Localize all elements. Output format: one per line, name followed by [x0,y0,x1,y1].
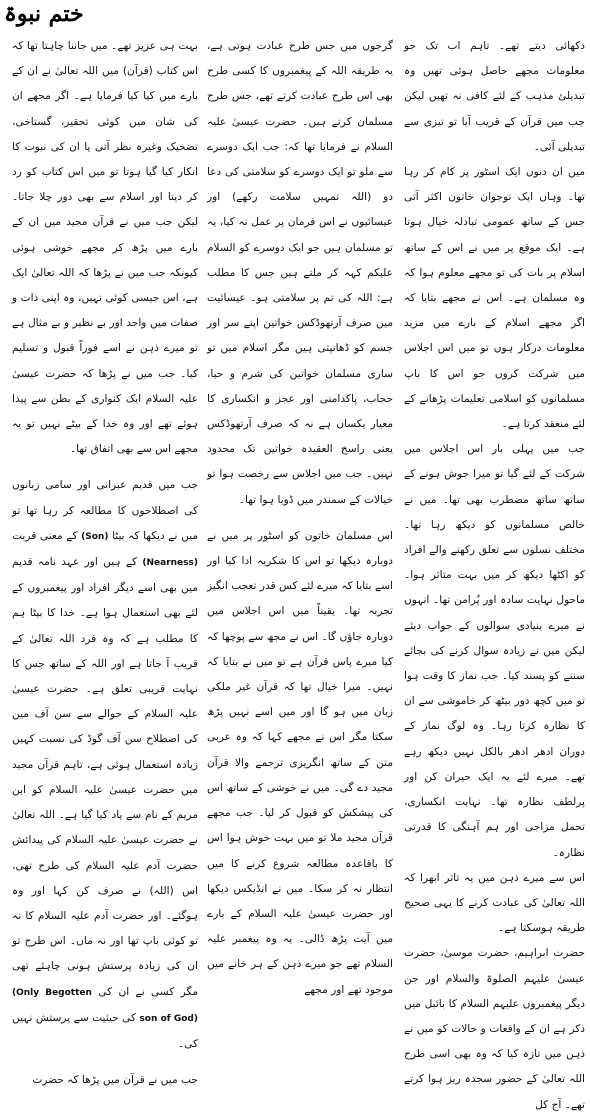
paragraph: گرجوں میں جس طرح عبادت ہوتی ہے، یہ طریقہ اللہ کے پیغمبروں کا کسی طرح بھی اس طرح عبادت کرتے تھے، جس طرح مسلمان کرتے ہیں۔ حضرت عیسیٰ علیہ السلام نے فرمایا تھا کہ: جب ایک دوسرے سے ملو تو ایک دوسرے کو سلامتی کی دعا دو (اللہ تمہیں سلامت رکھے) اور عیسائیوں نے اس فرمان پر عمل نہ کیا، یہ تو مسلمان ہیں جو ایک دوسرے کو السلام علیکم کہہ کر ملتے ہیں جس کا مطلب ہے: اللہ کی تم پر سلامتی ہو۔ عیسائیت میں صرف آرتھوڈکس خواتین اپنے سر اور جسم کو ڈھانپتی ہیں مگر اسلام میں تو ساری مسلمان خواتین کی شرم و حیا، حجاب، پاکدامنی اور عجز و انکساری کا معیار یکساں ہے نہ کہ صرف آرتھوڈکس یعنی راسخ العقیدہ خواتین تک محدود نہیں۔ جب میں اجلاس سے رخصت ہوا تو خیالات کے سمندر میں ڈوبا ہوا تھا۔ [207,40,393,506]
paragraph: اس مسلمان خاتون کو اسٹور پر میں نے دوبارہ دیکھا تو اس کا شکریہ ادا کیا اور اسے بتایا کہ میرے لئے کس قدر تعجب انگیز تجربہ تھا۔ یقیناً میں اس اجلاس میں دوبارہ جاؤں گا۔ اس نے مجھ سے پوچھا کہ کیا میرے پاس قرآن ہے تو میں نے بتایا کہ نہیں۔ میرا خیال تھا کہ قرآن غیر ملکی زبان میں ہو گا اور میں اسے نہیں پڑھ سکتا مگر اس نے مجھے کہا کہ وہ عربی متن کے ساتھ انگریزی ترجمے والا قرآن مجید دے گی۔ میں نے خوشی کے ساتھ اس کی پیشکش کو قبول کر لیا۔ جب مجھے قرآن مجید ملا تو میں بہت خوش ہوا اس کا باقاعدہ مطالعہ شروع کرنے کا میں انتظار نہ کر سکا۔ میں نے انڈیکس دیکھا اور حضرت عیسیٰ علیہ السلام کے بارے میں آیت پڑھ ڈالی۔ یہ وہ پیغمبر علیہ السلام تھے جو میرے ذہن کے ہر خانے میں موجود تھے اور مجھے [207,529,393,996]
paragraph [12,473,198,1057]
paragraph: جب میں پہلی بار اس اجلاس میں شرکت کے لئے گیا تو میرا جوش ہونے کے ساتھ ساتھ مضطرب بھی تھا۔ میں نے خالص مسلمانوں کو دیکھ رہا تھا۔ مختلف نسلوں سے تعلق رکھنے والے افراد کو اکٹھا دیکھ کر میں بہت متاثر ہوا۔ ماحول نہایت سادہ اور پُرامن تھا۔ انہوں نے میرے بنیادی سوالوں کے جواب دیئے لیکن میں نے زیادہ سوال کرنے کی بجائے سننے کو پسند کیا۔ جب نماز کا وقت ہوا تو میں کچھ دور بیٹھ کر خاموشی سے ان کا نظارہ کرتا رہا۔ وہ لوگ نماز کے دوران ادھر ادھر بالکل نہیں دیکھ رہے تھے۔ میرے لئے یہ ایک حیران کن اور پرلطف نظارہ تھا۔ نہایت انکساری، تحمل مزاجی اور ہم آہنگی کا قدرتی نظارہ۔ [404,443,585,859]
paragraph: حضرت ابراہیم، حضرت موسیٰ، حضرت عیسیٰ علیہم الصلوۃ والسلام اور جن دیگر پیغمبروں علیہم السلام کا بائبل میں ذکر ہے ان کے واقعات و حالات کو میں نے ذہن میں تازہ کیا کہ وہ بھی اسی طرح اللہ تعالیٰ کے حضور سجدہ ریز ہوا کرتے تھے۔ آج کل [404,947,585,1111]
paragraph: اس سے میرے ذہن میں یہ تاثر ابھرا کہ اللہ تعالیٰ کی عبادت کرنے کا یہی صحیح طریقہ ہوسکتا ہے۔ [404,871,585,935]
paragraph-fragment: کے ہیں اور عہد نامہ قدیم میں بھی اسے دیگر افراد اور پیغمبروں کے لئے بھی استعمال ہوا ہے۔ خدا کا بیٹا ہم کا مطلب ہے کہ وہ فرد اللہ تعالیٰ کے قریب آ جاتا ہے اور اللہ کے ساتھ جس کا نہایت قریبی تعلق ہے۔ حضرت عیسیٰ علیہ السلام کے حوالے سے سن آف مین کی اصطلاح سن آف گوڈ کی نسبت کہیں زیادہ استعمال ہوئی ہے، تاہم قرآن مجید میں حضرت عیسیٰ علیہ السلام کو ابن مریم کے نام سے یاد کیا گیا ہے۔ اللہ تعالیٰ نے حضرت عیسیٰ علیہ السلام کی پیدائش حضرت آدم علیہ السلام کی طرح تھی، اس (اللہ) نے صرف کن کہا اور وہ ہوگئے۔ اور حضرت آدم علیہ السلام کا نہ تو کوئی باپ تھا اور نہ ماں۔ اس طرح تو ان کی زیادہ پرستش ہونی چاہئے تھی مگر کسی نے ان کی [12,556,198,998]
masthead-title: ختم نبوۃ [4,1,84,27]
paragraph-fragment: جب میں قدیم عبرانی اور سامی زبانوں کی اصطلاحوں کا مطالعہ کر رہا تھا تو میں نے دیکھا کہ بیٹا [12,479,199,542]
paragraph: بہت ہی عزیز تھے۔ میں جاننا چاہتا تھا کہ اس کتاب (قرآن) میں اللہ تعالیٰ نے ان کے بارے میں کیا کیا فرمایا ہے۔ اگر مجھے ان کی شان میں کوئی تحقیر، گستاخی، تضحیک وغیرہ نظر آتی یا ان کی نبوت کا انکار کیا گیا ہوتا تو میں اس کتاب کو رد کر دیتا اور اسلام سے بھی دور چلا جاتا۔ لیکن جب میں نے قرآن مجید میں ان کے بارے میں پڑھ کر مجھے خوشی ہوئی کیونکہ جب میں نے پڑھا کہ اللہ تعالیٰ ایک ہے، اس جیسی کوئی نہیں، وہ اپنی ذات و صفات میں واحد اور بے نظیر و بے مثال ہے تو میرے ذہن نے اسے فوراً قبول و تسلیم کیا۔ جب میں نے پڑھا کہ حضرت عیسیٰ علیہ السلام ایک کنواری کے بطن سے پیدا ہوئے تھے اور وہ خدا کے بیٹے نہیں تو یہ مجھے اس سے بھی اتفاق تھا۔ [12,40,198,456]
latin-term-son: (Son) [81,531,109,542]
paragraph-fragment: کے معنی قربت [12,529,78,542]
paragraph: میں ان دنوں ایک اسٹور پر کام کر رہا تھا۔ وہاں ایک نوجوان خاتون اکثر آتی جس کے ساتھ عمومی تبادلہ خیال ہوتا ہے۔ ایک موقع پر میں نے اس کے ساتھ اسلام پر بات کی تو مجھے معلوم ہوا کہ وہ مسلمان ہے۔ اس نے مجھے بتایا کہ اگر مجھے اسلام کے بارے میں مزید معلومات درکار ہوں تو میں اس اجلاس میں شرکت کروں جو اس کا باپ مسلمانوں کو اسلامی تعلیمات پڑھانے کے لئے منعقد کرتا ہے۔ [404,166,585,431]
latin-term-begotten: (Only Begotten son of God) [12,987,198,1024]
text-column-right [404,34,585,1111]
latin-term-nearness: (Nearness) [142,558,198,569]
text-column-left [12,34,199,1087]
paragraph-fragment: کی حیثیت سے پرستش نہیں کی۔ [12,1011,198,1050]
paragraph: جب میں نے قرآن میں پڑھا کہ حضرت [32,1074,198,1087]
text-column-middle [207,34,393,996]
paragraph: دکھائی دیتے تھے۔ تاہم اب تک جو معلومات مجھے حاصل ہوئی تھیں وہ تبدیلئ مذہب کے لئے کافی نہ تھیں لیکن جب میں قرآن کے قریب آیا تو تیزی سے تبدیلی آئی۔ [404,40,585,153]
